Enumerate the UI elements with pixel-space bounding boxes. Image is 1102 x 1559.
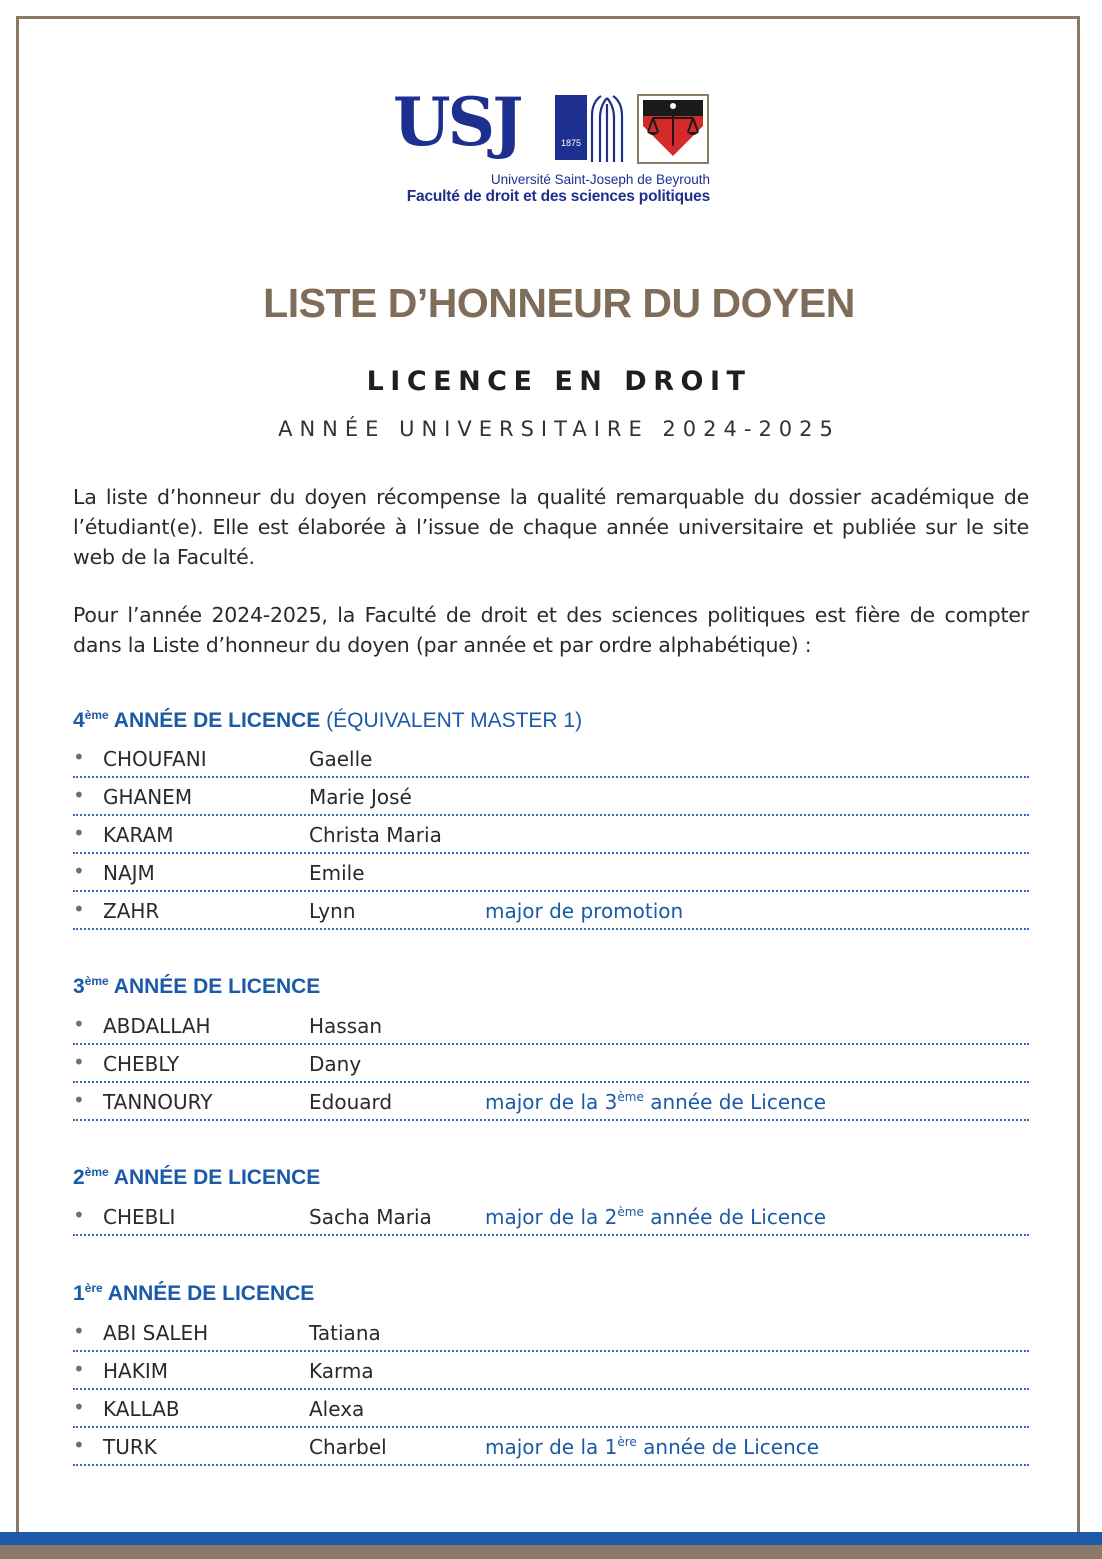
section-ordinal-suffix: ème <box>84 708 109 722</box>
section-ordinal-suffix: ère <box>84 1281 103 1295</box>
logo-year: 1875 <box>560 138 582 148</box>
student-last-name: GHANEM <box>103 785 193 809</box>
student-first-name: Karma <box>309 1359 374 1383</box>
student-last-name: CHOUFANI <box>103 747 207 771</box>
student-last-name: ABI SALEH <box>103 1321 209 1345</box>
student-row <box>73 1352 1029 1390</box>
student-distinction <box>485 899 683 923</box>
logo-university-name: Université Saint-Joseph de Beyrouth <box>490 172 710 187</box>
bullet: • <box>73 1012 85 1036</box>
student-first-name: Alexa <box>309 1397 365 1421</box>
bullet: • <box>73 1319 85 1343</box>
student-row <box>73 1314 1029 1352</box>
student-row <box>73 1045 1029 1083</box>
section-heading-4 <box>73 708 582 733</box>
student-row <box>73 1007 1029 1045</box>
student-last-name: HAKIM <box>103 1359 168 1383</box>
student-last-name: KARAM <box>103 823 174 847</box>
student-distinction <box>485 1090 826 1114</box>
student-last-name: CHEBLY <box>103 1052 180 1076</box>
student-first-name: Christa Maria <box>309 823 442 847</box>
logo-brand: USJ <box>393 83 521 161</box>
section-heading-text: ANNÉE DE LICENCE <box>102 1282 315 1305</box>
student-last-name: ZAHR <box>103 899 160 923</box>
student-first-name: Charbel <box>309 1435 387 1459</box>
section-heading-text: ANNÉE DE LICENCE <box>108 975 321 998</box>
logo-faculty-name: Faculté de droit et des sciences politiques <box>406 188 710 205</box>
student-first-name: Edouard <box>309 1090 393 1114</box>
distinction-text-end: année de Licence <box>643 1205 827 1229</box>
distinction-text: major de la 2 <box>485 1205 618 1229</box>
distinction-text: major de la 3 <box>485 1090 618 1114</box>
distinction-text: major de promotion <box>485 899 684 923</box>
section-heading-2 <box>73 1165 320 1190</box>
distinction-text-end: année de Licence <box>643 1090 827 1114</box>
student-last-name: ABDALLAH <box>103 1014 211 1038</box>
section-heading-text: ANNÉE DE LICENCE <box>108 1166 321 1189</box>
student-first-name: Lynn <box>309 899 356 923</box>
student-first-name: Hassan <box>309 1014 383 1038</box>
distinction-text: major de la 1 <box>485 1435 618 1459</box>
bullet: • <box>73 897 85 921</box>
student-first-name: Sacha Maria <box>309 1205 432 1229</box>
intro-paragraph: La liste d’honneur du doyen récompense la qualité remarquable du dossier académique de l’étudiant(e). Elle est élaborée à l’issue de chaque année universitaire et publiée sur le site web de la Faculté. <box>73 485 1029 569</box>
academic-year: ANNÉE UNIVERSITAIRE 2024-2025 <box>278 417 840 441</box>
section-ordinal: 3 <box>73 975 85 998</box>
student-row <box>73 816 1029 854</box>
student-distinction <box>485 1435 819 1459</box>
distinction-text-end: année de Licence <box>636 1435 820 1459</box>
bullet: • <box>73 1357 85 1381</box>
student-last-name: NAJM <box>103 861 155 885</box>
student-first-name: Marie José <box>309 785 412 809</box>
student-row <box>73 1428 1029 1466</box>
bullet: • <box>73 859 85 883</box>
student-last-name: TURK <box>103 1435 157 1459</box>
logo-year-block <box>555 95 587 160</box>
student-row <box>73 892 1029 930</box>
student-last-name: TANNOURY <box>103 1090 213 1114</box>
bullet: • <box>73 1050 85 1074</box>
section-heading-3 <box>73 974 320 999</box>
bullet: • <box>73 1088 85 1112</box>
student-distinction <box>485 1205 826 1229</box>
section-ordinal: 2 <box>73 1166 85 1189</box>
student-first-name: Emile <box>309 861 365 885</box>
student-row <box>73 778 1029 816</box>
distinction-suffix: ème <box>617 1205 644 1219</box>
section-ordinal: 1 <box>73 1282 85 1305</box>
student-last-name: KALLAB <box>103 1397 180 1421</box>
section-heading-note: (ÉQUIVALENT MASTER 1) <box>320 709 583 732</box>
student-row <box>73 1198 1029 1236</box>
bullet: • <box>73 1395 85 1419</box>
section-ordinal: 4 <box>73 709 85 732</box>
student-first-name: Dany <box>309 1052 362 1076</box>
student-row <box>73 1083 1029 1121</box>
footer-bar-brown <box>0 1545 1102 1559</box>
scales-of-justice-icon <box>637 94 709 164</box>
student-row <box>73 740 1029 778</box>
student-first-name: Gaelle <box>309 747 373 771</box>
section-ordinal-suffix: ème <box>84 1165 109 1179</box>
footer-bar-blue <box>0 1532 1102 1545</box>
bullet: • <box>73 783 85 807</box>
pillars-icon <box>589 94 625 162</box>
bullet: • <box>73 1203 85 1227</box>
section-ordinal-suffix: ème <box>84 974 109 988</box>
distinction-suffix: ère <box>617 1435 637 1449</box>
student-row <box>73 1390 1029 1428</box>
section-heading-text: ANNÉE DE LICENCE <box>108 709 321 732</box>
student-row <box>73 854 1029 892</box>
list-intro-paragraph: Pour l’année 2024-2025, la Faculté de droit et des sciences politiques est fière de compter dans la Liste d’honneur du doyen (par année et par ordre alphabétique) : <box>73 603 1029 657</box>
usj-logo <box>393 83 713 212</box>
page-title: LISTE D’HONNEUR DU DOYEN <box>263 280 855 326</box>
bullet: • <box>73 821 85 845</box>
bullet: • <box>73 1433 85 1457</box>
student-last-name: CHEBLI <box>103 1205 176 1229</box>
student-first-name: Tatiana <box>309 1321 381 1345</box>
page-subtitle: LICENCE EN DROIT <box>366 366 752 397</box>
bullet: • <box>73 745 85 769</box>
distinction-suffix: ème <box>617 1090 644 1104</box>
section-heading-1 <box>73 1281 314 1306</box>
